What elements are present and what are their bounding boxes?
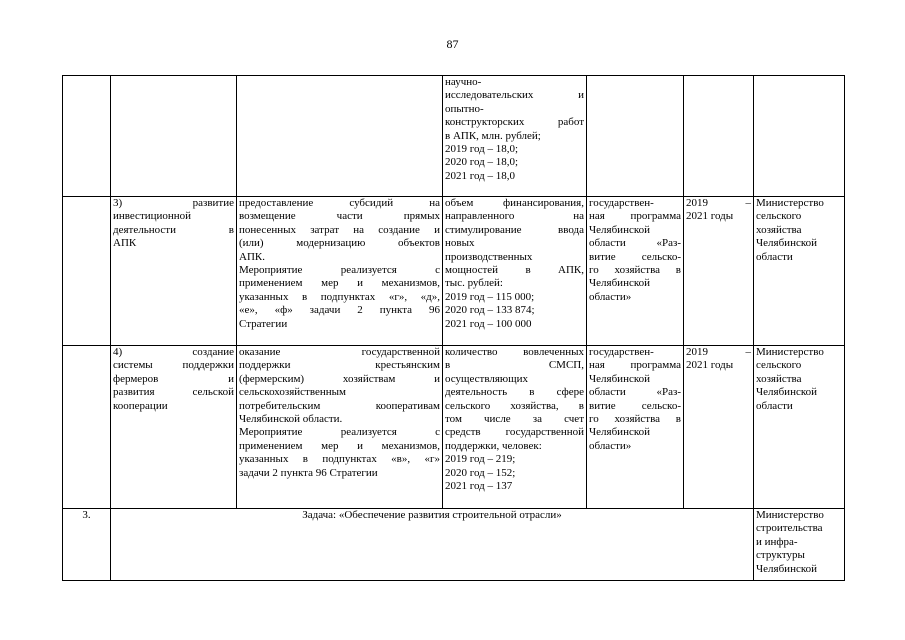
text-line: средств государственной <box>445 426 584 439</box>
program-cell <box>587 76 684 197</box>
page-number: 87 <box>446 37 459 51</box>
text-line: Министерство <box>756 197 824 209</box>
plan-table <box>62 75 845 581</box>
text-line: государствен- <box>589 346 654 358</box>
text-line: том числе за счет <box>445 413 584 426</box>
text-line: Челябинской <box>756 562 818 575</box>
direction-cell <box>111 197 237 346</box>
text-line: стимулирование ввода <box>445 223 584 236</box>
text-line: Мероприятие реализуется с <box>239 264 440 277</box>
text-line: сельского хозяйства, в <box>445 399 584 412</box>
text-line: 2021 год – 100 000 <box>445 317 532 330</box>
term-cell <box>684 197 754 346</box>
measure-cell <box>237 346 443 509</box>
executor-cell <box>754 346 845 509</box>
text-line: указанных в подпунктах «в», «г» <box>239 453 440 466</box>
text-line: Челябинской <box>589 223 651 236</box>
text-line: применением мер и механизмов, <box>239 277 440 290</box>
text-line: государствен- <box>589 197 654 209</box>
text-line: хозяйства <box>756 372 802 385</box>
table-row <box>63 346 845 509</box>
text-line: объем финансирования, <box>445 197 584 209</box>
text-line: предоставление субсидий на <box>239 197 440 209</box>
text-line: системы поддержки <box>113 359 234 372</box>
text-line: 2019 год – 18,0; <box>445 143 519 156</box>
text-line: 2020 год – 18,0; <box>445 156 519 169</box>
task-title-cell: Задача: «Обеспечение развития строительной отрасли» <box>111 509 754 581</box>
text-line: научно- <box>445 76 482 88</box>
text-line: ная программа <box>589 359 681 372</box>
text-line: кооперации <box>113 399 168 412</box>
text-line: Стратегии <box>239 317 288 330</box>
text-line: в АПК, млн. рублей; <box>445 129 541 142</box>
text-line: задачи 2 пункта 96 Стратегии <box>239 466 378 479</box>
row-number-cell <box>63 346 111 509</box>
text-line: 2021 годы <box>686 210 734 223</box>
text-line: конструкторских работ <box>445 116 584 129</box>
text-line: понесенных затрат на создание и <box>239 223 440 236</box>
text-line: Челябинской <box>756 237 818 250</box>
measure-cell <box>237 76 443 197</box>
text-line: тыс. рублей: <box>445 277 503 290</box>
text-line: 4) создание <box>113 346 234 358</box>
text-line: 2020 год – 133 874; <box>445 304 535 317</box>
text-line: 3) развитие <box>113 197 234 209</box>
text-line: области «Раз- <box>589 386 681 399</box>
text-line: Мероприятие реализуется с <box>239 426 440 439</box>
text-line: Министерство <box>756 509 824 521</box>
indicator-cell <box>443 197 587 346</box>
text-line: 2019 – <box>686 346 751 358</box>
text-line: Челябинской области. <box>239 413 343 426</box>
text-line: поддержки, человек: <box>445 439 542 452</box>
text-line: 2020 год – 152; <box>445 466 516 479</box>
text-line: области <box>756 399 793 412</box>
text-line: витие сельско- <box>589 399 681 412</box>
term-cell <box>684 76 754 197</box>
text-line: 2019 – <box>686 197 751 209</box>
text-line: фермеров и <box>113 372 234 385</box>
text-line: АПК. <box>239 250 265 263</box>
executor-cell <box>754 197 845 346</box>
direction-cell <box>111 76 237 197</box>
text-line: области» <box>589 290 632 303</box>
text-line: хозяйства <box>756 223 802 236</box>
text-line: (или) модернизацию объектов <box>239 237 440 250</box>
text-line: поддержки крестьянским <box>239 359 440 372</box>
text-line: Челябинской <box>589 277 651 290</box>
term-cell <box>684 346 754 509</box>
text-line: количество вовлеченных <box>445 346 584 358</box>
text-line: Челябинской <box>756 386 818 399</box>
text-line: оказание государственной <box>239 346 440 358</box>
text-line: го хозяйства в <box>589 264 681 277</box>
text-line: Министерство <box>756 346 824 358</box>
text-line: указанных в подпунктах «г», «д», <box>239 290 440 303</box>
text-line: новых <box>445 237 475 250</box>
text-line: возмещение части прямых <box>239 210 440 223</box>
indicator-cell <box>443 76 587 197</box>
text-line: сельскохозяйственным <box>239 386 346 399</box>
measure-cell <box>237 197 443 346</box>
text-line: развития сельской <box>113 386 234 399</box>
row-number-cell <box>63 76 111 197</box>
text-line: деятельности в <box>113 223 234 236</box>
text-line: в СМСП, <box>445 359 584 372</box>
executor-cell <box>754 509 845 581</box>
text-line: области <box>756 250 793 263</box>
direction-cell <box>111 346 237 509</box>
text-line: инвестиционной <box>113 210 192 223</box>
row-number-cell: 3. <box>63 509 111 581</box>
text-line: сельского <box>756 210 802 223</box>
text-line: направленного на <box>445 210 584 223</box>
text-line: осуществляющих <box>445 372 528 385</box>
text-line: 2021 годы <box>686 359 734 372</box>
table-row <box>63 197 845 346</box>
text-line: витие сельско- <box>589 250 681 263</box>
text-line: «е», «ф» задачи 2 пункта 96 <box>239 304 440 317</box>
text-line: деятельность в сфере <box>445 386 584 399</box>
text-line: сельского <box>756 359 802 372</box>
text-line: области «Раз- <box>589 237 681 250</box>
program-cell <box>587 197 684 346</box>
text-line: ная программа <box>589 210 681 223</box>
program-cell <box>587 346 684 509</box>
text-line: (фермерским) хозяйствам и <box>239 372 440 385</box>
text-line: опытно- <box>445 102 484 115</box>
text-line: и инфра- <box>756 535 798 548</box>
executor-cell <box>754 76 845 197</box>
text-line: производственных <box>445 250 533 263</box>
text-line: 2019 год – 115 000; <box>445 290 535 303</box>
table-row <box>63 76 845 197</box>
text-line: Челябинской <box>589 426 651 439</box>
text-line: Челябинской <box>589 372 651 385</box>
text-line: мощностей в АПК, <box>445 264 584 277</box>
text-line: 2019 год – 219; <box>445 453 516 466</box>
indicator-cell <box>443 346 587 509</box>
table-row <box>63 509 845 581</box>
text-line: го хозяйства в <box>589 413 681 426</box>
text-line: потребительским кооперативам <box>239 399 440 412</box>
text-line: строительства <box>756 522 823 535</box>
text-line: 2021 год – 18,0 <box>445 169 516 182</box>
text-line: исследовательских и <box>445 89 584 102</box>
text-line: АПК <box>113 237 137 250</box>
row-number-cell <box>63 197 111 346</box>
text-line: 2021 год – 137 <box>445 480 513 493</box>
text-line: применением мер и механизмов, <box>239 439 440 452</box>
text-line: структуры <box>756 549 805 562</box>
text-line: области» <box>589 439 632 452</box>
